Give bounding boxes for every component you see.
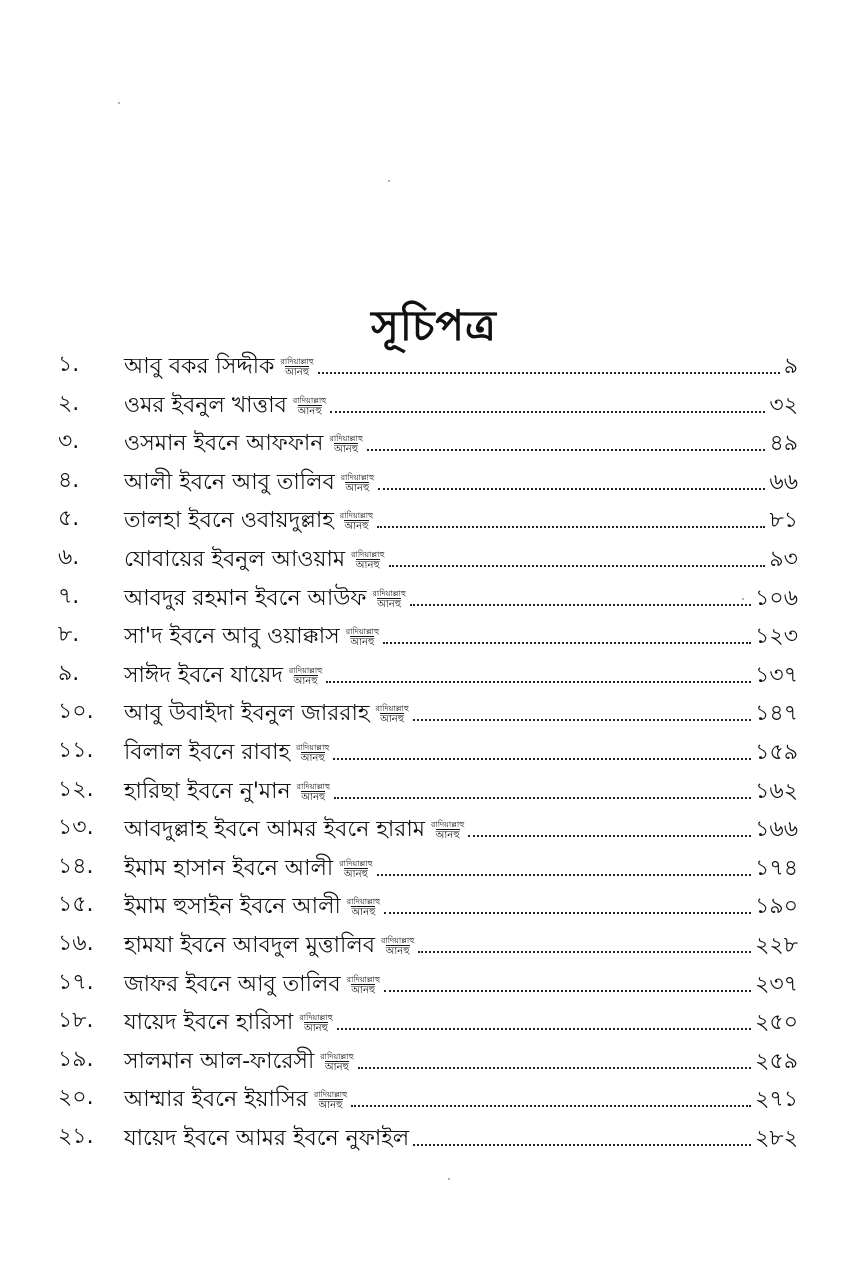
honorific-bottom: আনহু [344, 521, 369, 533]
entry-number: ২. [58, 390, 80, 416]
honorific-mark [372, 589, 405, 610]
entry-name: আবু উবাইদা ইবনুল জাররাহ [124, 701, 370, 727]
entry-number: ১৩. [58, 815, 94, 841]
toc-entry [0, 385, 868, 424]
toc-entry [0, 539, 868, 578]
entry-name: সালমান আল-ফারেসী [124, 1048, 315, 1074]
toc-entry [0, 1079, 868, 1118]
entry-page-number: ২৩৭ [755, 971, 798, 997]
honorific-mark [299, 1013, 332, 1034]
entry-number: ১৭. [58, 969, 94, 995]
entry-name: সা'দ ইবনে আবু ওয়াক্কাস [124, 624, 340, 650]
dot-leader [334, 797, 751, 799]
entry-page-number: ২৫০ [755, 1010, 798, 1036]
honorific-bottom: আনহু [385, 945, 410, 957]
dot-leader [358, 1067, 752, 1069]
honorific-mark [297, 782, 330, 803]
entry-number: ১৯. [58, 1046, 94, 1072]
toc-entry [0, 423, 868, 462]
scan-speck [742, 598, 744, 600]
scan-speck [448, 1178, 450, 1180]
toc-entry [0, 1002, 868, 1041]
dot-leader [318, 372, 780, 374]
honorific-mark [375, 704, 408, 725]
honorific-mark [346, 627, 379, 648]
entry-line [124, 427, 798, 457]
entry-name: ইমাম হাসান ইবনে আলী [124, 855, 334, 881]
entry-line [124, 389, 798, 419]
dot-leader [337, 1028, 751, 1030]
entry-name: ওমর ইবনুল খাত্তাব [124, 392, 287, 418]
entry-line [124, 736, 798, 766]
dot-leader [384, 912, 751, 914]
toc-entry [0, 848, 868, 887]
entry-number: ১৬. [58, 930, 94, 956]
honorific-bottom: আনহু [324, 1061, 349, 1073]
honorific-bottom: আনহু [377, 598, 402, 610]
entry-line [124, 775, 798, 805]
entry-line [124, 852, 798, 882]
honorific-mark [431, 820, 464, 841]
dot-leader [383, 642, 751, 644]
toc-entry [0, 964, 868, 1003]
entry-line [124, 813, 798, 843]
honorific-bottom: আনহু [343, 868, 368, 880]
honorific-bottom: আনহু [351, 984, 376, 996]
entry-number: ২১. [58, 1123, 94, 1149]
entry-number: ৬. [58, 544, 80, 570]
scan-speck [388, 180, 390, 182]
honorific-top: রাদিয়াল্লাহু [280, 357, 314, 366]
toc-entry [0, 771, 868, 810]
entry-name: হামযা ইবনে আবদুল মুত্তালিব [124, 932, 375, 958]
dot-leader [468, 835, 751, 837]
dot-leader [389, 565, 766, 567]
honorific-top: রাদিয়াল্লাহু [340, 472, 375, 482]
dot-leader [384, 990, 751, 992]
honorific-mark [329, 434, 362, 455]
honorific-top: রাদিয়াল্লাহু [292, 395, 327, 405]
entry-page-number: ১৭৪ [755, 855, 798, 881]
honorific-mark [289, 666, 322, 687]
honorific-bottom: আনহু [303, 1023, 329, 1035]
entry-number: ৪. [58, 467, 80, 493]
entry-line [124, 1045, 798, 1075]
entry-number: ১৫. [58, 892, 94, 918]
honorific-top: রাদিয়াল্লাহু [313, 1090, 348, 1100]
entry-number: ৭. [58, 583, 80, 609]
honorific-top: রাদিয়াল্লাহু [346, 897, 381, 907]
entry-name: আম্মার ইবনে ইয়াসির [124, 1087, 308, 1113]
entry-line [124, 350, 798, 380]
entry-page-number: ৩২ [769, 392, 798, 418]
entry-page-number: ২৭১ [755, 1087, 798, 1113]
page-title: সূচিপত্র [371, 301, 497, 351]
honorific-mark [351, 550, 384, 571]
entry-number: ১৪. [58, 853, 94, 879]
entry-number: ৯. [58, 660, 80, 686]
honorific-mark [347, 975, 380, 996]
entry-number: ২০. [58, 1085, 94, 1111]
entry-page-number: ১৯০ [755, 894, 798, 920]
entry-line [124, 466, 798, 496]
entry-name: আলী ইবনে আবু তালিব [124, 469, 335, 495]
honorific-mark [381, 936, 414, 957]
honorific-top: রাদিয়াল্লাহু [299, 1013, 333, 1023]
honorific-bottom: আনহু [334, 444, 359, 456]
honorific-mark [339, 859, 372, 880]
toc-entry [0, 346, 868, 385]
toc-entry [0, 462, 868, 501]
toc-entry [0, 809, 868, 848]
dot-leader [326, 681, 751, 683]
entry-number: ১০. [58, 699, 94, 725]
honorific-top: রাদিয়াল্লাহু [288, 665, 323, 675]
dot-leader [333, 758, 751, 760]
toc-entry [0, 1041, 868, 1080]
entry-line [124, 929, 798, 959]
entry-page-number: ৬৬ [769, 469, 798, 495]
dot-leader [378, 488, 765, 490]
honorific-mark [341, 473, 374, 494]
entry-number: ৮. [58, 622, 80, 648]
honorific-top: রাদিয়াল্লাহু [339, 511, 374, 521]
entry-line [124, 697, 798, 727]
honorific-mark [314, 1090, 347, 1111]
entry-page-number: ৮১ [769, 508, 798, 534]
honorific-bottom: আনহু [293, 675, 318, 687]
honorific-top: রাদিয়াল্লাহু [320, 1051, 354, 1061]
dot-leader [351, 1105, 751, 1107]
entry-page-number: ১৪৭ [755, 701, 798, 727]
honorific-top: রাদিয়াল্লাহু [346, 974, 380, 984]
entry-page-number: ২২৮ [755, 932, 798, 958]
entry-name: যায়েদ ইবনে হারিসা [124, 1010, 294, 1036]
entry-number: ৫. [58, 506, 80, 532]
entry-name: যায়েদ ইবনে আমর ইবনে নুফাইল [124, 1125, 410, 1151]
entry-number: ১৮. [58, 1008, 94, 1034]
honorific-mark [340, 511, 373, 532]
toc-entry [0, 616, 868, 655]
entry-name: আবদুর রহমান ইবনে আউফ [124, 585, 367, 611]
honorific-top: রাদিয়াল্লাহু [296, 781, 330, 791]
honorific-mark [347, 897, 380, 918]
honorific-bottom: আনহু [350, 637, 375, 649]
entry-page-number: ১২৩ [755, 624, 798, 650]
entry-name: তালহা ইবনে ওবায়দুল্লাহ [124, 508, 334, 534]
honorific-mark [280, 357, 313, 378]
honorific-bottom: আনহু [285, 367, 310, 378]
entry-name: আবদুল্লাহ ইবনে আমর ইবনে হারাম [124, 817, 425, 843]
entry-number: ১২. [58, 776, 94, 802]
honorific-bottom: আনহু [351, 907, 376, 919]
dot-leader [413, 1144, 751, 1146]
entry-name: জাফর ইবনে আবু তালিব [124, 971, 341, 997]
toc-entry [0, 925, 868, 964]
entry-page-number: ১৫৯ [755, 739, 798, 765]
honorific-bottom: আনহু [301, 791, 326, 803]
honorific-mark [320, 1052, 353, 1073]
entry-name: ওসমান ইবনে আফফান [124, 431, 324, 457]
dot-leader [330, 411, 765, 413]
honorific-top: রাদিয়াল্লাহু [329, 434, 363, 444]
entry-line [124, 582, 798, 612]
honorific-mark [296, 743, 329, 764]
dot-leader [418, 951, 751, 953]
toc-entry [0, 655, 868, 694]
entry-line [124, 1006, 798, 1036]
toc-entry [0, 886, 868, 925]
entry-line [124, 968, 798, 998]
honorific-bottom: আনহু [345, 482, 370, 494]
entry-page-number: ১৩৭ [755, 662, 798, 688]
entry-line [124, 504, 798, 534]
scan-speck [118, 102, 120, 104]
honorific-top: রাদিয়াল্লাহু [380, 935, 415, 945]
entry-page-number: ১৬৬ [755, 817, 798, 843]
honorific-mark [293, 396, 326, 417]
honorific-top: রাদিয়াল্লাহু [296, 742, 330, 752]
honorific-bottom: আনহু [300, 752, 325, 764]
dot-leader [367, 449, 766, 451]
entry-page-number: ১০৬ [755, 585, 798, 611]
toc-entry [0, 1118, 868, 1157]
entry-page-number: ৯ [783, 354, 798, 379]
entry-page-number: ২৫৯ [755, 1048, 798, 1074]
entry-number: ১১. [58, 737, 94, 763]
entry-line [124, 620, 798, 650]
honorific-bottom: আনহু [355, 559, 380, 571]
honorific-bottom: আনহু [380, 714, 405, 726]
entry-line [124, 543, 798, 573]
honorific-top: রাদিয়াল্লাহু [430, 820, 465, 830]
toc-entry [0, 693, 868, 732]
entry-name: যোবায়ের ইবনুল আওয়াম [124, 546, 346, 572]
entry-page-number: ৪৯ [769, 431, 798, 457]
entry-page-number: ৯৩ [769, 546, 798, 572]
dot-leader [377, 874, 752, 876]
entry-number: ৩. [58, 429, 80, 455]
entry-name: হারিছা ইবনে নু'মান [124, 778, 291, 804]
toc-entry [0, 578, 868, 617]
honorific-top: রাদিয়াল্লাহু [345, 627, 380, 637]
entry-number: ১. [58, 352, 80, 377]
entry-line [124, 1122, 798, 1152]
toc-entry [0, 500, 868, 539]
dot-leader [377, 526, 765, 528]
honorific-top: রাদিয়াল্লাহু [351, 549, 385, 559]
honorific-bottom: আনহু [318, 1100, 343, 1112]
table-of-contents [0, 346, 868, 1156]
entry-line [124, 659, 798, 689]
honorific-bottom: আনহু [435, 830, 460, 842]
entry-name: বিলাল ইবনে রাবাহ [124, 739, 291, 765]
honorific-top: রাদিয়াল্লাহু [339, 858, 373, 868]
entry-name: ইমাম হুসাইন ইবনে আলী [124, 894, 341, 920]
dot-leader [413, 719, 751, 721]
honorific-top: রাদিয়াল্লাহু [372, 588, 406, 598]
entry-name: সাঈদ ইবনে যায়েদ [124, 662, 283, 688]
dot-leader [410, 604, 751, 606]
entry-name: আবু বকর সিদ্দীক [124, 354, 275, 379]
entry-page-number: ২৮২ [755, 1125, 798, 1151]
entry-line [124, 1083, 798, 1113]
toc-entry [0, 732, 868, 771]
honorific-bottom: আনহু [297, 405, 322, 417]
entry-line [124, 890, 798, 920]
honorific-top: রাদিয়াল্লাহু [375, 704, 409, 714]
entry-page-number: ১৬২ [755, 778, 798, 804]
